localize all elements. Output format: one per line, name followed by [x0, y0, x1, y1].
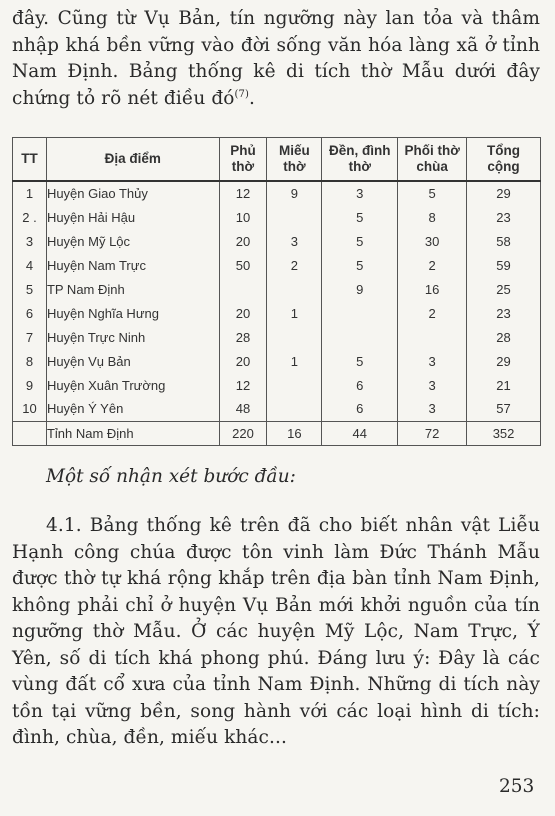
cell-phoi-tho-chua: 3 — [398, 349, 467, 373]
cell-phoi-tho-chua: 3 — [398, 373, 467, 397]
cell-location: Tỉnh Nam Định — [46, 421, 219, 445]
table-row — [13, 421, 541, 445]
cell-tt: 6 — [13, 301, 47, 325]
cell-total: 28 — [467, 325, 541, 349]
cell-mieu-tho: 1 — [267, 301, 322, 325]
table-row — [13, 229, 541, 253]
body-paragraph: 4.1. Bảng thống kê trên đã cho biết nhân vật Liễu Hạnh công chúa được tôn vinh làm Đức Thánh Mẫu được thờ tự khá rộng khắp trên địa bàn tỉnh Nam Định, không phải chỉ ở huyện Vụ Bản mới khởi nguồn của tín ngưỡng thờ Mẫu. Ở các huyện Mỹ Lộc, Nam Trực, Ý Yên, số di tích khá phong phú. Đáng lưu ý: Đây là các vùng đất cổ xưa của tỉnh Nam Định. Những di tích này tồn tại vững bền, song hành với các loại hình di tích: đình, chùa, đền, miếu khác... — [12, 515, 540, 748]
cell-location: Huyện Mỹ Lộc — [46, 229, 219, 253]
cell-tt: 5 — [13, 277, 47, 301]
cell-tt: 4 — [13, 253, 47, 277]
cell-total: 59 — [467, 253, 541, 277]
cell-den-dinh-tho: 5 — [322, 229, 398, 253]
intro-text: đây. Cũng từ Vụ Bản, tín ngưỡng này lan tỏa và thâm nhập khá bền vững vào đời sống văn hóa làng xã ở tỉnh Nam Định. Bảng thống kê di tích thờ Mẫu dưới đây chứng tỏ rõ nét điều đó — [12, 8, 540, 109]
cell-tt — [13, 421, 47, 445]
cell-den-dinh-tho — [322, 325, 398, 349]
cell-tt: 2 . — [13, 205, 47, 229]
cell-phu-tho — [219, 277, 267, 301]
cell-phu-tho: 20 — [219, 301, 267, 325]
cell-total: 29 — [467, 349, 541, 373]
section-subheading: Một số nhận xét bước đầu: — [46, 466, 296, 487]
cell-total: 23 — [467, 205, 541, 229]
cell-phoi-tho-chua: 16 — [398, 277, 467, 301]
table-row — [13, 349, 541, 373]
header-tt: TT — [13, 138, 47, 182]
table-header-row — [13, 138, 541, 182]
cell-total: 352 — [467, 421, 541, 445]
cell-phu-tho: 220 — [219, 421, 267, 445]
header-mieu-tho: Miếu thờ — [267, 138, 322, 182]
table-row — [13, 373, 541, 397]
cell-den-dinh-tho — [322, 301, 398, 325]
cell-total: 57 — [467, 397, 541, 421]
cell-den-dinh-tho: 3 — [322, 181, 398, 205]
cell-phu-tho: 20 — [219, 349, 267, 373]
cell-den-dinh-tho: 5 — [322, 205, 398, 229]
cell-mieu-tho — [267, 277, 322, 301]
table-row — [13, 301, 541, 325]
table-body — [13, 181, 541, 445]
cell-tt: 9 — [13, 373, 47, 397]
cell-phu-tho: 20 — [219, 229, 267, 253]
cell-phoi-tho-chua: 2 — [398, 301, 467, 325]
header-location: Địa điểm — [46, 138, 219, 182]
cell-den-dinh-tho: 6 — [322, 373, 398, 397]
table-row — [13, 253, 541, 277]
cell-den-dinh-tho: 44 — [322, 421, 398, 445]
cell-tt: 1 — [13, 181, 47, 205]
table-row — [13, 277, 541, 301]
cell-location: Huyện Vụ Bản — [46, 349, 219, 373]
cell-mieu-tho: 9 — [267, 181, 322, 205]
table-row — [13, 325, 541, 349]
cell-tt: 10 — [13, 397, 47, 421]
header-total: Tổng cộng — [467, 138, 541, 182]
cell-total: 25 — [467, 277, 541, 301]
cell-mieu-tho: 2 — [267, 253, 322, 277]
cell-total: 29 — [467, 181, 541, 205]
cell-phu-tho: 12 — [219, 373, 267, 397]
cell-mieu-tho: 16 — [267, 421, 322, 445]
cell-den-dinh-tho: 5 — [322, 253, 398, 277]
intro-paragraph — [12, 6, 540, 112]
cell-mieu-tho — [267, 397, 322, 421]
cell-mieu-tho: 1 — [267, 349, 322, 373]
cell-location: Huyện Nghĩa Hưng — [46, 301, 219, 325]
cell-total: 58 — [467, 229, 541, 253]
cell-location: Huyện Hải Hậu — [46, 205, 219, 229]
cell-total: 23 — [467, 301, 541, 325]
header-phoi-tho-chua: Phối thờ chùa — [398, 138, 467, 182]
cell-phoi-tho-chua: 5 — [398, 181, 467, 205]
cell-tt: 7 — [13, 325, 47, 349]
cell-phoi-tho-chua: 3 — [398, 397, 467, 421]
cell-location: Huyện Trực Ninh — [46, 325, 219, 349]
table-row — [13, 205, 541, 229]
cell-phu-tho: 10 — [219, 205, 267, 229]
cell-location: Huyện Ý Yên — [46, 397, 219, 421]
cell-phoi-tho-chua: 2 — [398, 253, 467, 277]
cell-total: 21 — [467, 373, 541, 397]
cell-phu-tho: 50 — [219, 253, 267, 277]
cell-mieu-tho — [267, 205, 322, 229]
cell-mieu-tho: 3 — [267, 229, 322, 253]
cell-mieu-tho — [267, 325, 322, 349]
cell-den-dinh-tho: 9 — [322, 277, 398, 301]
cell-mieu-tho — [267, 373, 322, 397]
cell-tt: 8 — [13, 349, 47, 373]
intro-period: . — [249, 87, 255, 109]
cell-phu-tho: 48 — [219, 397, 267, 421]
cell-tt: 3 — [13, 229, 47, 253]
cell-phu-tho: 28 — [219, 325, 267, 349]
table-row — [13, 397, 541, 421]
relic-statistics-table — [12, 137, 541, 446]
table-row — [13, 181, 541, 205]
cell-phoi-tho-chua — [398, 325, 467, 349]
cell-phoi-tho-chua: 8 — [398, 205, 467, 229]
cell-location: Huyện Nam Trực — [46, 253, 219, 277]
page-number: 253 — [499, 776, 535, 797]
cell-den-dinh-tho: 6 — [322, 397, 398, 421]
cell-den-dinh-tho: 5 — [322, 349, 398, 373]
cell-location: Huyện Giao Thủy — [46, 181, 219, 205]
cell-location: Huyện Xuân Trường — [46, 373, 219, 397]
cell-phu-tho: 12 — [219, 181, 267, 205]
cell-phoi-tho-chua: 30 — [398, 229, 467, 253]
header-phu-tho: Phủ thờ — [219, 138, 267, 182]
header-den-dinh-tho: Đền, đình thờ — [322, 138, 398, 182]
cell-phoi-tho-chua: 72 — [398, 421, 467, 445]
footnote-ref: (7) — [234, 88, 250, 100]
cell-location: TP Nam Định — [46, 277, 219, 301]
